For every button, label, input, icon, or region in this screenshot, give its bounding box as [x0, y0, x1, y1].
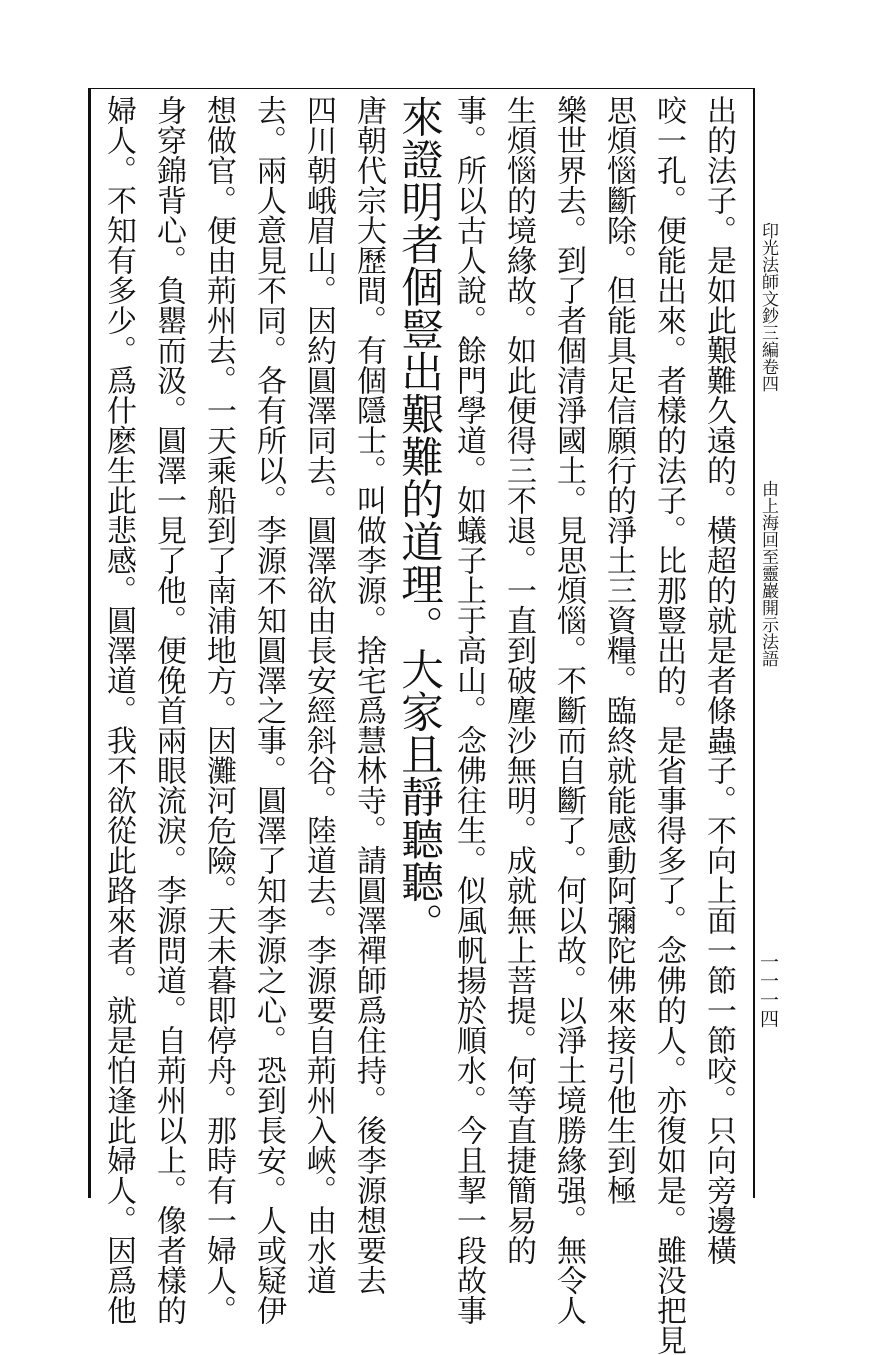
text-column: 出的法子。是如此艱難久遠的。橫超的就是者條蟲子。不向上面一節一節咬。只向旁邊橫	[701, 95, 736, 1265]
right-border-rule	[753, 88, 755, 1198]
text-column: 唐朝代宗大歷間。有個隱士。叫做李源。捨宅爲慧林寺。請圓澤禪師爲住持。後李源想要去	[351, 95, 386, 1295]
text-column: 事。所以古人說。餘門學道。如蟻子上于高山。念佛往生。似風帆揚於順水。今且挈一段故事	[451, 95, 486, 1325]
section-title: 由上海回至靈巖開示法語	[758, 480, 778, 667]
text-column: 生煩惱的境緣故。如此便得三不退。一直到破塵沙無明。成就無上菩提。何等直捷簡易的	[501, 95, 536, 1265]
left-border-rule	[88, 88, 91, 1198]
text-column: 樂世界去。到了者個清淨國土。見思煩惱。不斷而自斷了。何以故。以淨土境勝緣强。無令人	[551, 95, 586, 1325]
top-border-rule	[88, 88, 753, 89]
text-column: 咬一孔。便能出來。者樣的法子。比那豎出的。是省事得多了。念佛的人。亦復如是。雖没把見	[651, 95, 686, 1355]
book-title: 印光法師文鈔三編卷四	[758, 222, 778, 392]
text-column: 去。兩人意見不同。各有所以。李源不知圓澤之事。圓澤了知李源之心。恐到長安。人或疑伊	[251, 95, 286, 1325]
text-column: 來證明者個豎出艱難的道理。大家且靜聽聽。	[394, 95, 443, 945]
text-column: 思煩惱斷除。但能具足信願行的淨土三資糧。臨終就能感動阿彌陀佛來接引他生到極	[601, 95, 636, 1205]
text-column: 四川朝峨眉山。因約圓澤同去。圓澤欲由長安經斜谷。陸道去。李源要自荊州入峽。由水道	[301, 95, 336, 1295]
text-column: 想做官。便由荊州去。一天乘船到了南浦地方。因灘河危險。天未暮即停舟。那時有一婦人。	[201, 95, 236, 1325]
text-column: 婦人。不知有多少。爲什麽生此悲感。圓澤道。我不欲從此路來者。就是怕逢此婦人。因爲他	[101, 95, 136, 1325]
page-number: 一一一四	[757, 952, 779, 1028]
text-column: 身穿錦背心。負罌而汲。圓澤一見了他。便俛首兩眼流淚。李源問道。自荊州以上。像者樣的	[151, 95, 186, 1325]
